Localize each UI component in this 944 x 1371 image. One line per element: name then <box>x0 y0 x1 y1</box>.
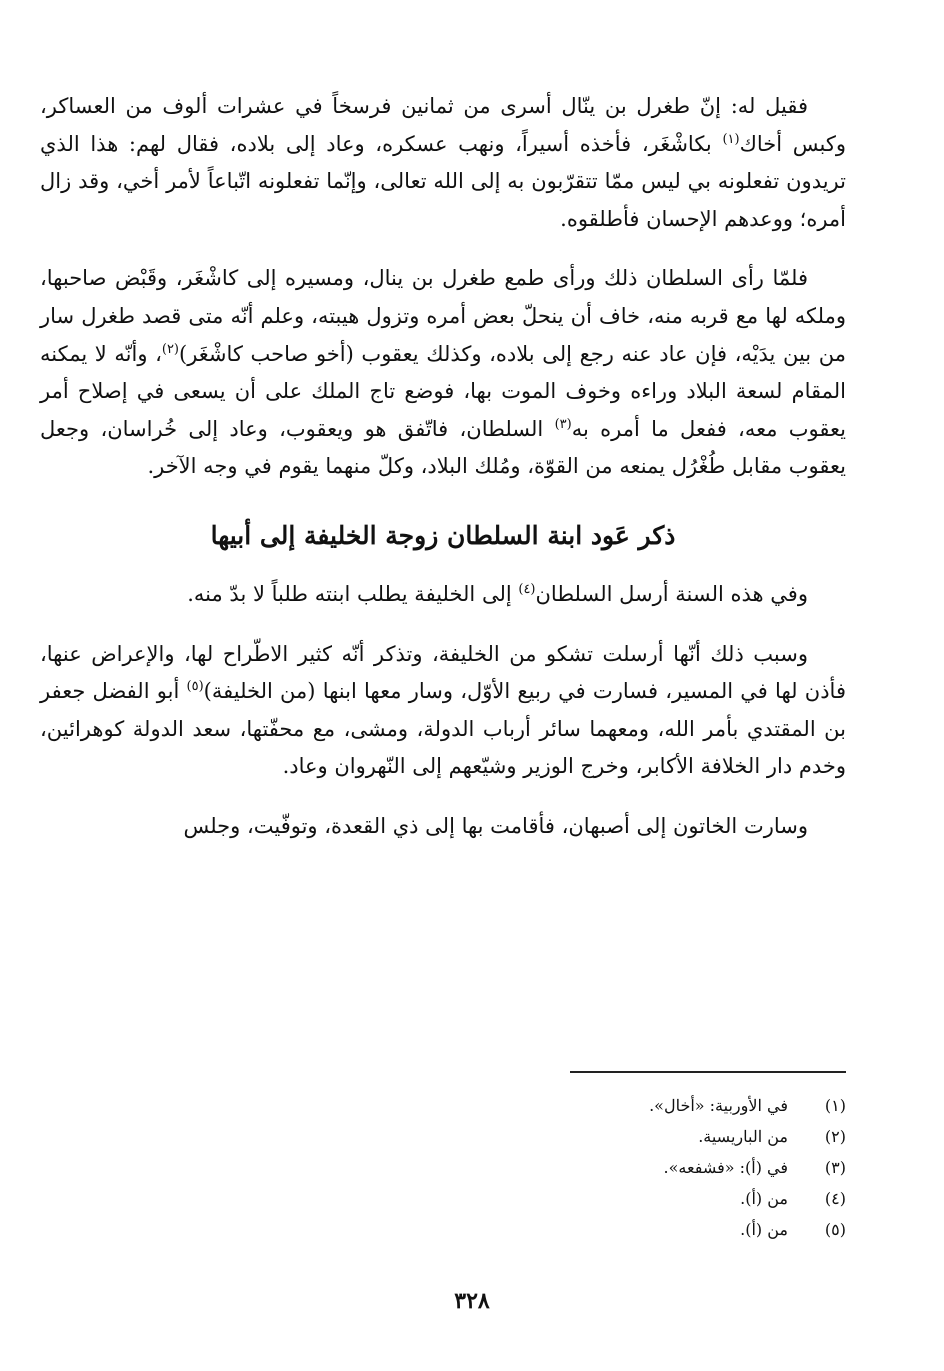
footnote-text: في (أ): «فشفعه». <box>663 1158 788 1177</box>
footnote-ref-3: (٣) <box>554 416 572 432</box>
footnote-divider <box>570 1071 846 1073</box>
footnote-2 <box>486 1121 846 1152</box>
page-number: ٣٢٨ <box>454 1288 490 1314</box>
paragraph-2 <box>40 260 846 486</box>
paragraph-5: وسارت الخاتون إلى أصبهان، فأقامت بها إلى ذي القعدة، وتوفّيت، وجلس <box>183 813 808 838</box>
footnote-ref-2: (٢) <box>161 341 179 357</box>
footnote-3 <box>486 1152 846 1183</box>
paragraph-1 <box>40 88 846 238</box>
footnote-ref-5: (٥) <box>186 679 204 695</box>
footnote-number: (٢) <box>824 1127 846 1146</box>
paragraph-text: بكاشْغَر، فأخذه أسيراً، ونهب عسكره، وعاد إلى بلاده، فقال لهم: هذا الذي تريدون تفعلونه بي ليس ممّا تتقرّبون به إلى الله تعالى، وإنّما تفعلونه اتّباعاً لأمر أخي، وقد زال أمره؛ ووعدهم الإحسان فأطلقوه. <box>40 131 846 231</box>
paragraph-text: فقيل له: إنّ طغرل بن ينّال أسرى من ثمانين فرسخاً في عشرات ألوف من العساكر، وكبس أخاك <box>40 94 847 156</box>
footnote-ref-4: (٤) <box>518 581 536 597</box>
paragraph-text: السلطان، فاتّفق هو ويعقوب، وعاد إلى خُراسان، وجعل يعقوب مقابل طُغْرُل يمنعه من القوّة، ومُلك البلاد، وكلّ منهما يقوم في وجه الآخر. <box>40 416 846 479</box>
footnote-ref-1: (١) <box>722 131 740 147</box>
footnote-4 <box>486 1183 846 1214</box>
footnote-5 <box>486 1214 846 1245</box>
paragraph-3 <box>40 576 846 614</box>
footnote-number: (٤) <box>824 1189 846 1208</box>
footnote-text: من الباريسية. <box>698 1127 788 1146</box>
footnote-text: من (أ). <box>740 1189 788 1208</box>
footnote-number: (٥) <box>824 1220 846 1239</box>
paragraph-text: إلى الخليفة يطلب ابنته طلباً لا بدّ منه. <box>187 581 519 606</box>
paragraph-text: فلمّا رأى السلطان ذلك ورأى طمع طغرل بن ينال، ومسيره إلى كاشْغَر، وقَبْض صاحبها، وملكه لها مع قربه منه، خاف أن ينحلّ بعض أمره وتزول هيبته، وعلم أنّه متى قصد طغرل سار من بين يدَيْه، فإن عاد عنه رجع إلى بلاده، وكذلك يعقوب (أخو صاحب كاشْغَر) <box>40 266 846 366</box>
footnote-1 <box>486 1090 846 1121</box>
paragraph-text: ، وأنّه لا يمكنه المقام لسعة البلاد وراءه وخوف الموت بها، فوضع تاج الملك على أن يسعى في إصلاح أمر يعقوب معه، ففعل ما أمره به <box>40 341 846 441</box>
paragraph-4 <box>40 636 846 786</box>
paragraph-text: وفي هذه السنة أرسل السلطان <box>535 581 808 606</box>
footnote-text: من (أ). <box>740 1220 788 1239</box>
footnote-number: (١) <box>824 1096 846 1115</box>
main-text <box>40 88 846 868</box>
footnotes <box>486 1090 846 1245</box>
footnote-text: في الأوربية: «أخال». <box>649 1096 788 1115</box>
paragraph-text: وسبب ذلك أنّها أرسلت تشكو من الخليفة، وتذكر أنّه كثير الاطّراح لها، والإعراض عنها، فأذن لها في المسير، فسارت في ربيع الأوّل، وسار معها ابنها (من الخليفة) <box>40 641 846 704</box>
paragraph-text: أبو الفضل جعفر بن المقتدي بأمر الله، ومعهما سائر أرباب الدولة، ومشى، مع محفّتها، سعد الدولة كوهرائين، وخدم دار الخلافة الأكابر، وخرج الوزير وشيّعهم إلى النّهروان وعاد. <box>40 679 846 779</box>
section-heading: ذكر عَود ابنة السلطان زوجة الخليفة إلى أبيها <box>210 520 676 550</box>
footnote-number: (٣) <box>824 1158 846 1177</box>
